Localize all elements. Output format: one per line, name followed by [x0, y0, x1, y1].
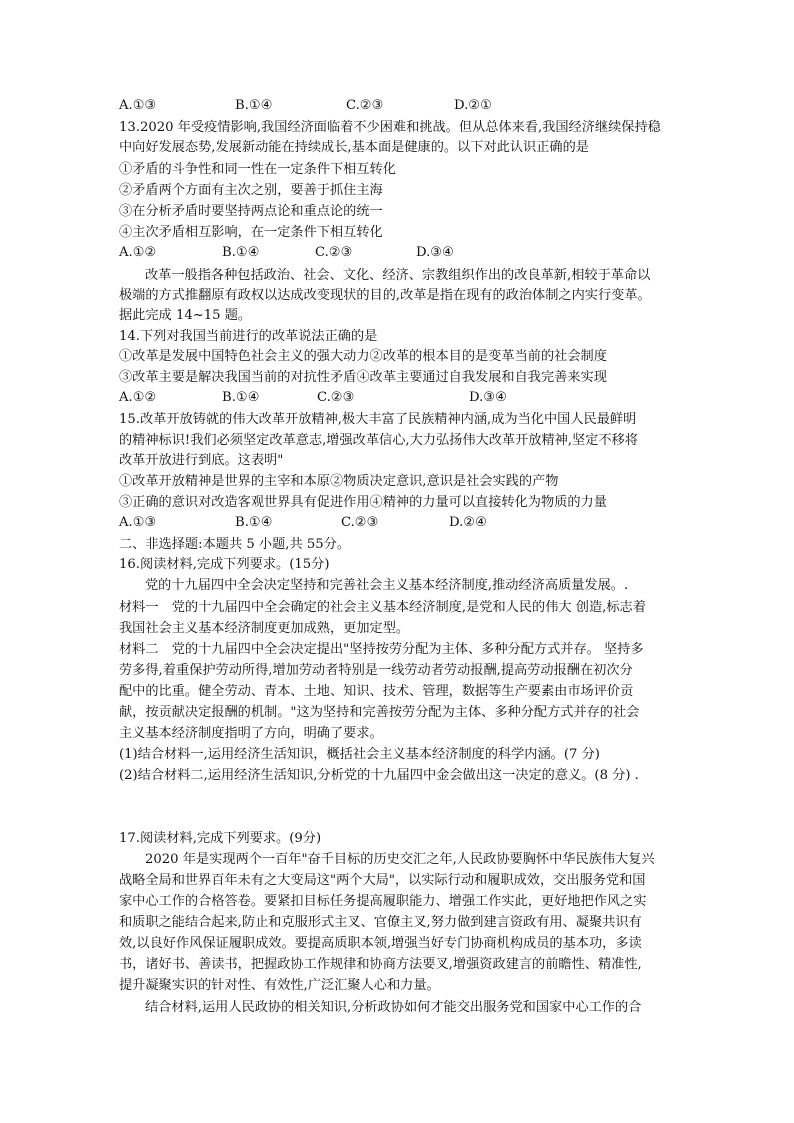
option-a[interactable]: A.①② [119, 390, 157, 405]
option-c[interactable]: C.②③ [317, 390, 355, 405]
q16-material2-line3: 配中的比重。健全劳动、青本、土地、知识、技术、管理，数据等生产要素由市场评价贡 [119, 684, 634, 699]
q17-para-line6: 书，诸好书、善读书，把握政协工作规律和协商方法要叉,增强资政建言的前瞻性、精准性, [119, 957, 642, 972]
q16-material1-line2: 我国社会主义基本经济制度更加成熟，更加定型。 [119, 621, 410, 636]
q17-para-line5: 效,以良好作风保证履职成效。要提高质职本领,增强当好专门协商机构成员的基本功，多读 [119, 936, 642, 951]
q15-statements-1-2: ①改革开放精神是世界的主宰和本原②物质决定意识,意识是社会实践的产物 [119, 474, 559, 489]
q17-para-line7: 提升凝聚实识的针对性、有效性,广泛汇聚人心和力量。 [119, 978, 440, 993]
q17-para-line2: 战略全局和世界百年未有之大变局这"两个大局"，以实际行动和履职成效，交出服务党和国 [119, 873, 646, 888]
q15-stem-line1: 15.改革开放铸就的伟大改革开放精神,极大丰富了民族精神内涵,成为当化中国人民最鲜明 [119, 412, 637, 427]
q17-ask: 结合材料,运用人民政协的相关知识,分析政协如何才能交出服务党和国家中心工作的合 [145, 1000, 642, 1015]
option-c[interactable]: C.②③ [315, 245, 353, 260]
q14-stem: 14.下列对我国当前进行的改革说法正确的是 [119, 329, 378, 344]
option-a[interactable]: A.①③ [119, 515, 157, 530]
q16-material1-line1: 材料一 党的十九届四中全会确定的社会主义基本经济制度,是党和人民的伟大 创造,标志着 [119, 600, 646, 615]
option-d[interactable]: D.②① [454, 98, 492, 113]
option-b[interactable]: B.①④ [235, 515, 273, 530]
q16-intro: 党的十九届四中全会决定坚持和完善社会主义基本经济制度,推动经济高质量发展。. [145, 578, 629, 593]
option-b[interactable]: B.①④ [222, 390, 260, 405]
q14-statements-3-4: ③改革主要是解决我国当前的对抗性矛盾④改革主要通过自我发展和自我完善来实现 [119, 370, 607, 385]
q16-material2-line5: 主义基本经济制度指明了方向，明确了要求。 [119, 726, 383, 741]
q13-statement-3: ③在分析矛盾时要坚持两点论和重点论的统一 [119, 204, 383, 219]
q17-para-line4: 和质职之能结合起来,防止和克服形式主叉、官僚主叉,努力做到建言资政有用、凝聚共识有 [119, 915, 642, 930]
q13-statement-1: ①矛盾的斗争性和同一性在一定条件下相互转化 [119, 162, 396, 177]
q17-para-line1: 2020 年是实现两个一百年"奋千目标的历史交汇之年,人民政协要胸怀中华民族伟大复兴 [145, 852, 655, 867]
intro-line3: 据此完成 14~15 题。 [119, 308, 252, 323]
q16-title: 16.阅读材料,完成下列要求。(15分) [119, 557, 330, 572]
q16-material2-line2: 劳多得,着重保护劳动所得,增加劳动者特别是一线劳动者劳动报酬,提高劳动报酬在初次分 [119, 663, 633, 678]
q13-stem-line1: 13.2020 年受疫情影响,我国经济面临着不少困难和挑战。但从总体来看,我国经济继续保持稳 [119, 120, 661, 135]
q13-statement-2: ②矛盾两个方面有主次之别，要善于抓住主海 [119, 183, 383, 198]
intro-line1: 改革一般指各种包括政治、社会、文化、经济、宗教组织作出的改良革新,相较于革命以 [145, 268, 651, 283]
option-d[interactable]: D.②④ [449, 515, 487, 530]
q14-statements-1-2: ①改革是发展中国特色社会主义的强大动力②改革的根本目的是变革当前的社会制度 [119, 349, 607, 364]
q17-title: 17.阅读材料,完成下列要求。(9分) [119, 831, 322, 846]
intro-line2: 极端的方式推翻原有政权以达成改变现状的目的,改革是指在现有的政治体制之内实行变革。 [119, 288, 651, 303]
q17-para-line3: 家中心工作的合格答卷。要紧扣目标任务提高履职能力、增强工作实此，更好地把作风之实 [119, 894, 647, 909]
q16-material2-line4: 献，按贡献决定报酬的机制。"这为坚持和完善按劳分配为主体、多种分配方式并存的社会 [119, 705, 640, 720]
option-b[interactable]: B.①④ [235, 98, 273, 113]
option-c[interactable]: C.②③ [341, 515, 379, 530]
q16-requirement-2: (2)结合材料二,运用经济生活知识,分析党的十九届四中金会做出这一决定的意义。(8 分) . [119, 768, 639, 783]
option-a[interactable]: A.①② [119, 245, 157, 260]
q16-requirement-1: (1)结合材料一,运用经济生活知识，概括社会主义基本经济制度的科学内涵。(7 分) [119, 747, 600, 762]
q13-statement-4: ④主次矛盾相互影响，在一定条件下相互转化 [119, 225, 383, 240]
q15-stem-line2: 的精神标识!我们必须坚定改革意志,增强改革信心,大力弘扬伟大改革开放精神,坚定不移将 [119, 433, 638, 448]
option-d[interactable]: D.③④ [416, 245, 454, 260]
option-b[interactable]: B.①④ [222, 245, 260, 260]
q15-stem-line3: 改革开放进行到底。这表明" [119, 453, 284, 468]
option-c[interactable]: C.②③ [346, 98, 384, 113]
q13-stem-line2: 中向好发展态势,发展新动能在持续成长,基本面是健康的。以下对此认识正确的是 [119, 140, 589, 155]
q15-statements-3-4: ③正确的意识对改造客观世界具有促进作用④精神的力量可以直接转化为物质的力量 [119, 495, 607, 510]
q16-material2-line1: 材料二 党的十九届四中全会决定提出"坚持按劳分配为主体、多种分配方式并存。 坚持多 [119, 642, 644, 657]
section-heading: 二、非选择题:本题共 5 小题,共 55分。 [119, 537, 351, 552]
option-a[interactable]: A.①③ [119, 98, 157, 113]
option-d[interactable]: D.③④ [469, 390, 507, 405]
